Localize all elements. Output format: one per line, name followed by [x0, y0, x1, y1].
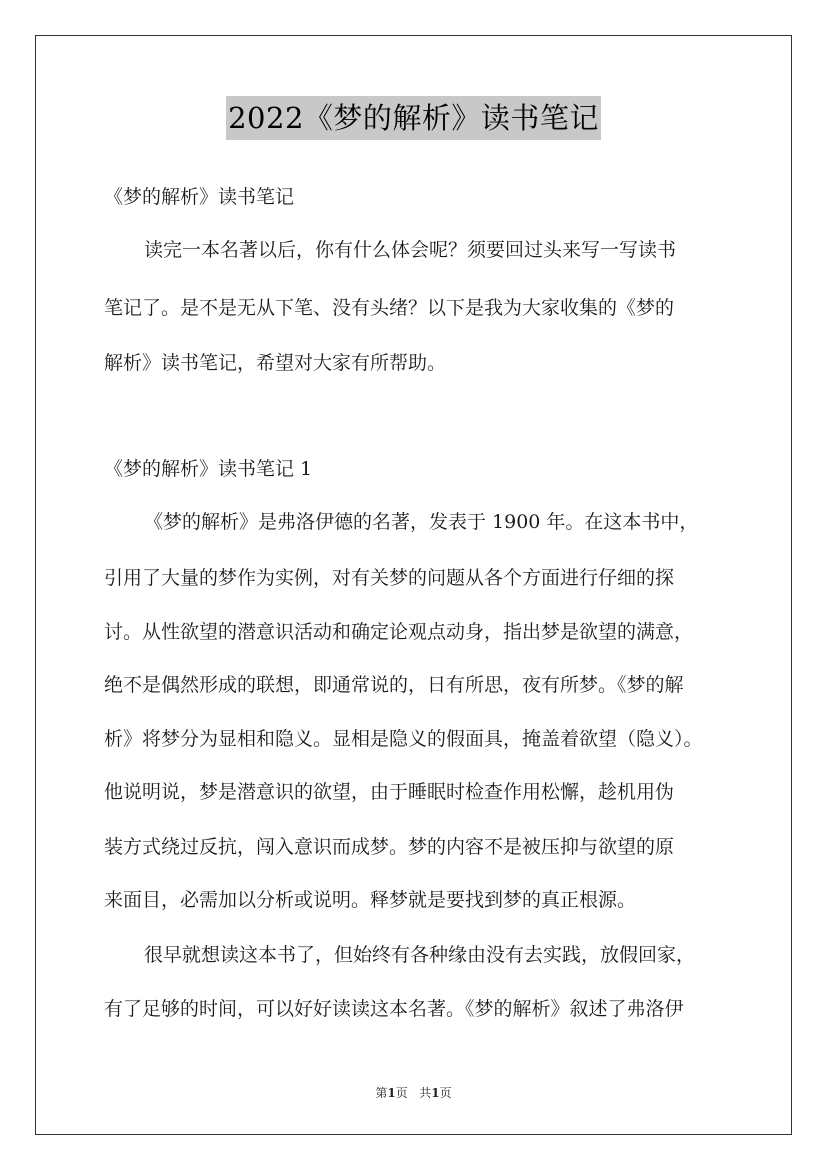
footer-page-number: 1 — [387, 1086, 396, 1100]
paragraph-line: 析》将梦分为显相和隐义。显相是隐义的假面具，掩盖着欲望（隐义）。 — [104, 728, 703, 750]
paragraph-line: 引用了大量的梦作为实例，对有关梦的问题从各个方面进行仔细的探 — [104, 567, 675, 589]
intro-line: 笔记了。是不是无从下笔、没有头绪？以下是我为大家收集的《梦的 — [104, 297, 675, 319]
paragraph-line: 来面目，必需加以分析或说明。释梦就是要找到梦的真正根源。 — [104, 889, 637, 911]
paragraph-line: 绝不是偶然形成的联想，即通常说的，日有所思，夜有所梦。《梦的解 — [104, 674, 684, 696]
footer-total-suffix: 页 — [439, 1086, 452, 1100]
paragraph-line: 他说明说，梦是潜意识的欲望，由于睡眠时检查作用松懈，趁机用伪 — [104, 781, 675, 803]
page-footer — [0, 1084, 827, 1101]
paragraph-line: 装方式绕过反抗，闯入意识而成梦。梦的内容不是被压抑与欲望的原 — [104, 836, 675, 858]
footer-total-prefix: 共 — [419, 1086, 432, 1100]
document-title: 2022《梦的解析》读书笔记 — [226, 96, 601, 140]
paragraph-line: 很早就想读这本书了，但始终有各种缘由没有去实践，放假回家， — [144, 944, 696, 966]
paragraph-line: 讨。从性欲望的潜意识活动和确定论观点动身，指出梦是欲望的满意， — [104, 621, 694, 643]
title-container — [0, 96, 827, 140]
document-subtitle: 《梦的解析》读书笔记 — [104, 186, 295, 208]
intro-line: 解析》读书笔记，希望对大家有所帮助。 — [104, 352, 447, 374]
footer-total-number: 1 — [431, 1086, 440, 1100]
intro-line: 读完一本名著以后，你有什么体会呢？须要回过头来写一写读书 — [144, 239, 677, 261]
paragraph-line: 《梦的解析》是弗洛伊德的名著，发表于 1900 年。在这本书中， — [144, 511, 699, 533]
paragraph-line: 有了足够的时间，可以好好读读这本名著。《梦的解析》叙述了弗洛伊 — [104, 998, 684, 1020]
footer-page-suffix: 页 — [395, 1086, 408, 1100]
section-heading: 《梦的解析》读书笔记 1 — [104, 458, 313, 480]
footer-page-prefix: 第 — [375, 1086, 388, 1100]
